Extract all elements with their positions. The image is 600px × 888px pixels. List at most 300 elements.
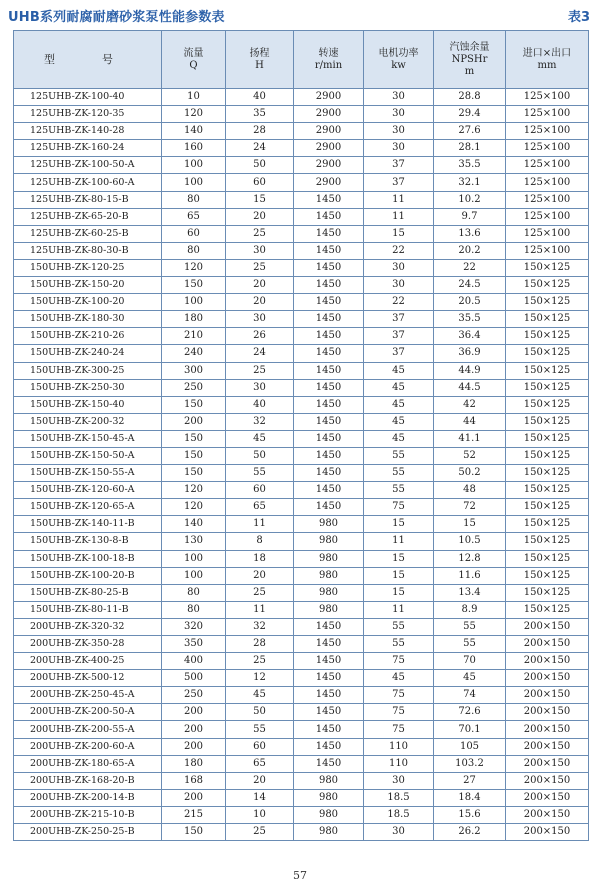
speed-cell: 1450 — [294, 670, 364, 687]
model-cell: 150UHB-ZK-250-30 — [14, 379, 162, 396]
speed-cell: 980 — [294, 516, 364, 533]
inlet-outlet-cell: 150×125 — [506, 396, 589, 413]
speed-cell: 1450 — [294, 482, 364, 499]
head-cell: 60 — [226, 482, 294, 499]
flow-cell: 150 — [162, 447, 226, 464]
model-cell: 125UHB-ZK-140-28 — [14, 123, 162, 140]
speed-cell: 2900 — [294, 174, 364, 191]
model-cell: 150UHB-ZK-120-60-A — [14, 482, 162, 499]
head-cell: 45 — [226, 687, 294, 704]
table-row — [14, 413, 589, 430]
table-row — [14, 533, 589, 550]
model-cell: 125UHB-ZK-80-30-B — [14, 242, 162, 259]
inlet-outlet-cell: 200×150 — [506, 618, 589, 635]
speed-cell: 980 — [294, 789, 364, 806]
table-row — [14, 516, 589, 533]
table-row — [14, 225, 589, 242]
table-row — [14, 277, 589, 294]
head-cell: 25 — [226, 259, 294, 276]
model-cell: 125UHB-ZK-65-20-B — [14, 208, 162, 225]
inlet-outlet-cell: 150×125 — [506, 379, 589, 396]
head-cell: 10 — [226, 806, 294, 823]
inlet-outlet-cell: 125×100 — [506, 174, 589, 191]
motor-power-cell: 55 — [364, 447, 434, 464]
motor-power-cell: 15 — [364, 516, 434, 533]
table-row — [14, 345, 589, 362]
head-cell: 30 — [226, 311, 294, 328]
speed-cell: 1450 — [294, 721, 364, 738]
inlet-outlet-cell: 150×125 — [506, 499, 589, 516]
npshr-cell: 72.6 — [434, 704, 506, 721]
model-cell: 150UHB-ZK-150-20 — [14, 277, 162, 294]
inlet-outlet-cell: 150×125 — [506, 413, 589, 430]
flow-cell: 60 — [162, 225, 226, 242]
model-cell: 200UHB-ZK-215-10-B — [14, 806, 162, 823]
npshr-cell: 44 — [434, 413, 506, 430]
motor-power-cell: 55 — [364, 618, 434, 635]
flow-cell: 215 — [162, 806, 226, 823]
npshr-cell: 12.8 — [434, 550, 506, 567]
motor-power-cell: 30 — [364, 89, 434, 106]
head-cell: 25 — [226, 362, 294, 379]
performance-table — [13, 30, 589, 841]
head-cell: 28 — [226, 123, 294, 140]
head-cell: 55 — [226, 465, 294, 482]
motor-power-cell: 22 — [364, 242, 434, 259]
inlet-outlet-cell: 150×125 — [506, 328, 589, 345]
inlet-outlet-cell: 150×125 — [506, 584, 589, 601]
head-cell: 50 — [226, 157, 294, 174]
speed-cell: 1450 — [294, 311, 364, 328]
speed-cell: 1450 — [294, 465, 364, 482]
model-cell: 200UHB-ZK-168-20-B — [14, 772, 162, 789]
speed-cell: 1450 — [294, 636, 364, 653]
npshr-cell: 20.5 — [434, 294, 506, 311]
npshr-cell: 27.6 — [434, 123, 506, 140]
flow-cell: 80 — [162, 584, 226, 601]
flow-cell: 200 — [162, 738, 226, 755]
head-cell: 24 — [226, 140, 294, 157]
table-row — [14, 89, 589, 106]
column-header-speed: 转速 r/min — [294, 31, 364, 89]
table-row — [14, 174, 589, 191]
speed-cell: 1450 — [294, 242, 364, 259]
flow-cell: 120 — [162, 106, 226, 123]
speed-cell: 980 — [294, 772, 364, 789]
flow-cell: 150 — [162, 430, 226, 447]
motor-power-cell: 15 — [364, 584, 434, 601]
table-row — [14, 789, 589, 806]
inlet-outlet-cell: 125×100 — [506, 140, 589, 157]
flow-cell: 168 — [162, 772, 226, 789]
motor-power-cell: 37 — [364, 345, 434, 362]
inlet-outlet-cell: 125×100 — [506, 208, 589, 225]
flow-cell: 150 — [162, 824, 226, 841]
model-cell: 150UHB-ZK-120-65-A — [14, 499, 162, 516]
head-cell: 15 — [226, 191, 294, 208]
flow-cell: 250 — [162, 379, 226, 396]
table-row — [14, 755, 589, 772]
npshr-cell: 9.7 — [434, 208, 506, 225]
flow-cell: 10 — [162, 89, 226, 106]
table-body — [14, 89, 589, 841]
motor-power-cell: 45 — [364, 396, 434, 413]
speed-cell: 1450 — [294, 277, 364, 294]
head-cell: 32 — [226, 413, 294, 430]
head-cell: 20 — [226, 567, 294, 584]
table-row — [14, 140, 589, 157]
model-cell: 200UHB-ZK-350-28 — [14, 636, 162, 653]
model-cell: 150UHB-ZK-300-25 — [14, 362, 162, 379]
speed-cell: 980 — [294, 550, 364, 567]
head-cell: 32 — [226, 618, 294, 635]
npshr-cell: 72 — [434, 499, 506, 516]
speed-cell: 1450 — [294, 447, 364, 464]
inlet-outlet-cell: 200×150 — [506, 824, 589, 841]
model-cell: 150UHB-ZK-180-30 — [14, 311, 162, 328]
motor-power-cell: 37 — [364, 174, 434, 191]
inlet-outlet-cell: 200×150 — [506, 653, 589, 670]
inlet-outlet-cell: 200×150 — [506, 704, 589, 721]
motor-power-cell: 11 — [364, 601, 434, 618]
motor-power-cell: 15 — [364, 225, 434, 242]
model-cell: 200UHB-ZK-400-25 — [14, 653, 162, 670]
inlet-outlet-cell: 150×125 — [506, 533, 589, 550]
npshr-cell: 8.9 — [434, 601, 506, 618]
table-row — [14, 482, 589, 499]
model-cell: 200UHB-ZK-320-32 — [14, 618, 162, 635]
model-cell: 200UHB-ZK-200-55-A — [14, 721, 162, 738]
head-cell: 60 — [226, 738, 294, 755]
inlet-outlet-cell: 150×125 — [506, 447, 589, 464]
motor-power-cell: 45 — [364, 379, 434, 396]
flow-cell: 320 — [162, 618, 226, 635]
motor-power-cell: 30 — [364, 277, 434, 294]
motor-power-cell: 18.5 — [364, 806, 434, 823]
motor-power-cell: 45 — [364, 430, 434, 447]
flow-cell: 180 — [162, 755, 226, 772]
speed-cell: 1450 — [294, 345, 364, 362]
model-cell: 150UHB-ZK-150-50-A — [14, 447, 162, 464]
flow-cell: 100 — [162, 550, 226, 567]
npshr-cell: 13.4 — [434, 584, 506, 601]
speed-cell: 2900 — [294, 157, 364, 174]
table-row — [14, 636, 589, 653]
speed-cell: 1450 — [294, 294, 364, 311]
motor-power-cell: 45 — [364, 670, 434, 687]
model-cell: 200UHB-ZK-200-50-A — [14, 704, 162, 721]
npshr-cell: 10.2 — [434, 191, 506, 208]
model-cell: 150UHB-ZK-210-26 — [14, 328, 162, 345]
model-cell: 125UHB-ZK-120-35 — [14, 106, 162, 123]
speed-cell: 1450 — [294, 738, 364, 755]
head-cell: 20 — [226, 294, 294, 311]
speed-cell: 1450 — [294, 499, 364, 516]
table-row — [14, 670, 589, 687]
motor-power-cell: 55 — [364, 465, 434, 482]
flow-cell: 100 — [162, 294, 226, 311]
table-row — [14, 499, 589, 516]
speed-cell: 1450 — [294, 362, 364, 379]
flow-cell: 400 — [162, 653, 226, 670]
npshr-cell: 26.2 — [434, 824, 506, 841]
column-header-motor-power: 电机功率 kw — [364, 31, 434, 89]
inlet-outlet-cell: 150×125 — [506, 345, 589, 362]
npshr-cell: 13.6 — [434, 225, 506, 242]
flow-cell: 180 — [162, 311, 226, 328]
npshr-cell: 74 — [434, 687, 506, 704]
speed-cell: 2900 — [294, 106, 364, 123]
motor-power-cell: 22 — [364, 294, 434, 311]
table-row — [14, 653, 589, 670]
table-row — [14, 721, 589, 738]
model-cell: 150UHB-ZK-100-20-B — [14, 567, 162, 584]
speed-cell: 1450 — [294, 687, 364, 704]
speed-cell: 1450 — [294, 755, 364, 772]
column-header-inlet-outlet: 进口×出口 mm — [506, 31, 589, 89]
motor-power-cell: 37 — [364, 157, 434, 174]
flow-cell: 80 — [162, 191, 226, 208]
inlet-outlet-cell: 200×150 — [506, 789, 589, 806]
npshr-cell: 35.5 — [434, 157, 506, 174]
inlet-outlet-cell: 150×125 — [506, 601, 589, 618]
table-row — [14, 430, 589, 447]
head-cell: 20 — [226, 208, 294, 225]
head-cell: 50 — [226, 447, 294, 464]
model-cell: 200UHB-ZK-250-25-B — [14, 824, 162, 841]
model-cell: 150UHB-ZK-80-25-B — [14, 584, 162, 601]
column-header-npshr: 汽蚀余量 NPSHr m — [434, 31, 506, 89]
motor-power-cell: 30 — [364, 824, 434, 841]
motor-power-cell: 30 — [364, 106, 434, 123]
model-cell: 125UHB-ZK-100-60-A — [14, 174, 162, 191]
model-cell: 150UHB-ZK-150-45-A — [14, 430, 162, 447]
table-row — [14, 601, 589, 618]
table-row — [14, 123, 589, 140]
motor-power-cell: 45 — [364, 413, 434, 430]
head-cell: 25 — [226, 225, 294, 242]
speed-cell: 2900 — [294, 140, 364, 157]
table-row — [14, 687, 589, 704]
page-number: 57 — [293, 869, 307, 882]
speed-cell: 1450 — [294, 259, 364, 276]
motor-power-cell: 15 — [364, 550, 434, 567]
speed-cell: 2900 — [294, 89, 364, 106]
table-row — [14, 567, 589, 584]
flow-cell: 300 — [162, 362, 226, 379]
speed-cell: 1450 — [294, 653, 364, 670]
table-row — [14, 704, 589, 721]
inlet-outlet-cell: 150×125 — [506, 550, 589, 567]
table-header-row — [14, 31, 589, 89]
flow-cell: 120 — [162, 499, 226, 516]
model-cell: 150UHB-ZK-150-40 — [14, 396, 162, 413]
table-row — [14, 379, 589, 396]
inlet-outlet-cell: 150×125 — [506, 516, 589, 533]
head-cell: 30 — [226, 379, 294, 396]
table-row — [14, 584, 589, 601]
motor-power-cell: 30 — [364, 772, 434, 789]
model-cell: 150UHB-ZK-130-8-B — [14, 533, 162, 550]
flow-cell: 100 — [162, 567, 226, 584]
speed-cell: 1450 — [294, 208, 364, 225]
head-cell: 40 — [226, 396, 294, 413]
table-row — [14, 328, 589, 345]
speed-cell: 1450 — [294, 225, 364, 242]
speed-cell: 980 — [294, 601, 364, 618]
table-row — [14, 806, 589, 823]
inlet-outlet-cell: 125×100 — [506, 123, 589, 140]
speed-cell: 980 — [294, 567, 364, 584]
npshr-cell: 44.5 — [434, 379, 506, 396]
npshr-cell: 36.9 — [434, 345, 506, 362]
table-row — [14, 294, 589, 311]
flow-cell: 150 — [162, 396, 226, 413]
model-cell: 150UHB-ZK-80-11-B — [14, 601, 162, 618]
head-cell: 20 — [226, 772, 294, 789]
flow-cell: 210 — [162, 328, 226, 345]
motor-power-cell: 11 — [364, 208, 434, 225]
flow-cell: 140 — [162, 516, 226, 533]
model-cell: 200UHB-ZK-180-65-A — [14, 755, 162, 772]
npshr-cell: 44.9 — [434, 362, 506, 379]
motor-power-cell: 11 — [364, 533, 434, 550]
npshr-cell: 20.2 — [434, 242, 506, 259]
flow-cell: 150 — [162, 465, 226, 482]
flow-cell: 160 — [162, 140, 226, 157]
table-row — [14, 550, 589, 567]
head-cell: 11 — [226, 516, 294, 533]
npshr-cell: 11.6 — [434, 567, 506, 584]
speed-cell: 1450 — [294, 379, 364, 396]
column-header-head: 扬程 H — [226, 31, 294, 89]
motor-power-cell: 45 — [364, 362, 434, 379]
flow-cell: 140 — [162, 123, 226, 140]
inlet-outlet-cell: 200×150 — [506, 755, 589, 772]
motor-power-cell: 110 — [364, 738, 434, 755]
npshr-cell: 28.1 — [434, 140, 506, 157]
model-cell: 200UHB-ZK-200-60-A — [14, 738, 162, 755]
npshr-cell: 18.4 — [434, 789, 506, 806]
flow-cell: 350 — [162, 636, 226, 653]
model-cell: 125UHB-ZK-160-24 — [14, 140, 162, 157]
model-cell: 200UHB-ZK-250-45-A — [14, 687, 162, 704]
flow-cell: 200 — [162, 721, 226, 738]
model-cell: 150UHB-ZK-140-11-B — [14, 516, 162, 533]
motor-power-cell: 55 — [364, 636, 434, 653]
model-cell: 150UHB-ZK-100-20 — [14, 294, 162, 311]
motor-power-cell: 55 — [364, 482, 434, 499]
speed-cell: 980 — [294, 584, 364, 601]
head-cell: 18 — [226, 550, 294, 567]
motor-power-cell: 37 — [364, 328, 434, 345]
head-cell: 12 — [226, 670, 294, 687]
head-cell: 25 — [226, 824, 294, 841]
model-cell: 150UHB-ZK-200-32 — [14, 413, 162, 430]
inlet-outlet-cell: 150×125 — [506, 294, 589, 311]
head-cell: 40 — [226, 89, 294, 106]
flow-cell: 100 — [162, 174, 226, 191]
motor-power-cell: 30 — [364, 123, 434, 140]
npshr-cell: 27 — [434, 772, 506, 789]
npshr-cell: 15.6 — [434, 806, 506, 823]
flow-cell: 80 — [162, 242, 226, 259]
model-cell: 125UHB-ZK-60-25-B — [14, 225, 162, 242]
npshr-cell: 22 — [434, 259, 506, 276]
flow-cell: 120 — [162, 259, 226, 276]
model-cell: 200UHB-ZK-500-12 — [14, 670, 162, 687]
title-bar — [8, 6, 592, 24]
head-cell: 60 — [226, 174, 294, 191]
npshr-cell: 29.4 — [434, 106, 506, 123]
inlet-outlet-cell: 150×125 — [506, 465, 589, 482]
inlet-outlet-cell: 200×150 — [506, 772, 589, 789]
speed-cell: 1450 — [294, 618, 364, 635]
inlet-outlet-cell: 125×100 — [506, 89, 589, 106]
inlet-outlet-cell: 200×150 — [506, 721, 589, 738]
flow-cell: 100 — [162, 157, 226, 174]
npshr-cell: 70 — [434, 653, 506, 670]
npshr-cell: 41.1 — [434, 430, 506, 447]
head-cell: 14 — [226, 789, 294, 806]
head-cell: 45 — [226, 430, 294, 447]
column-header-model: 型 号 — [14, 31, 162, 89]
head-cell: 20 — [226, 277, 294, 294]
head-cell: 35 — [226, 106, 294, 123]
npshr-cell: 48 — [434, 482, 506, 499]
inlet-outlet-cell: 125×100 — [506, 242, 589, 259]
model-cell: 150UHB-ZK-100-18-B — [14, 550, 162, 567]
motor-power-cell: 75 — [364, 499, 434, 516]
inlet-outlet-cell: 200×150 — [506, 738, 589, 755]
flow-cell: 200 — [162, 704, 226, 721]
table-row — [14, 208, 589, 225]
table-row — [14, 106, 589, 123]
motor-power-cell: 75 — [364, 721, 434, 738]
column-header-flow: 流量 Q — [162, 31, 226, 89]
table-number: 表3 — [567, 10, 590, 25]
table-row — [14, 242, 589, 259]
flow-cell: 250 — [162, 687, 226, 704]
table-row — [14, 824, 589, 841]
model-cell: 125UHB-ZK-100-50-A — [14, 157, 162, 174]
inlet-outlet-cell: 150×125 — [506, 277, 589, 294]
head-cell: 25 — [226, 653, 294, 670]
npshr-cell: 55 — [434, 618, 506, 635]
npshr-cell: 35.5 — [434, 311, 506, 328]
head-cell: 30 — [226, 242, 294, 259]
inlet-outlet-cell: 125×100 — [506, 157, 589, 174]
flow-cell: 150 — [162, 277, 226, 294]
npshr-cell: 52 — [434, 447, 506, 464]
table-row — [14, 157, 589, 174]
inlet-outlet-cell: 200×150 — [506, 687, 589, 704]
speed-cell: 1450 — [294, 430, 364, 447]
head-cell: 8 — [226, 533, 294, 550]
inlet-outlet-cell: 150×125 — [506, 259, 589, 276]
table-row — [14, 772, 589, 789]
table-row — [14, 191, 589, 208]
table-row — [14, 447, 589, 464]
model-cell: 200UHB-ZK-200-14-B — [14, 789, 162, 806]
speed-cell: 2900 — [294, 123, 364, 140]
table-row — [14, 738, 589, 755]
inlet-outlet-cell: 125×100 — [506, 106, 589, 123]
flow-cell: 120 — [162, 482, 226, 499]
npshr-cell: 32.1 — [434, 174, 506, 191]
speed-cell: 1450 — [294, 328, 364, 345]
motor-power-cell: 30 — [364, 140, 434, 157]
